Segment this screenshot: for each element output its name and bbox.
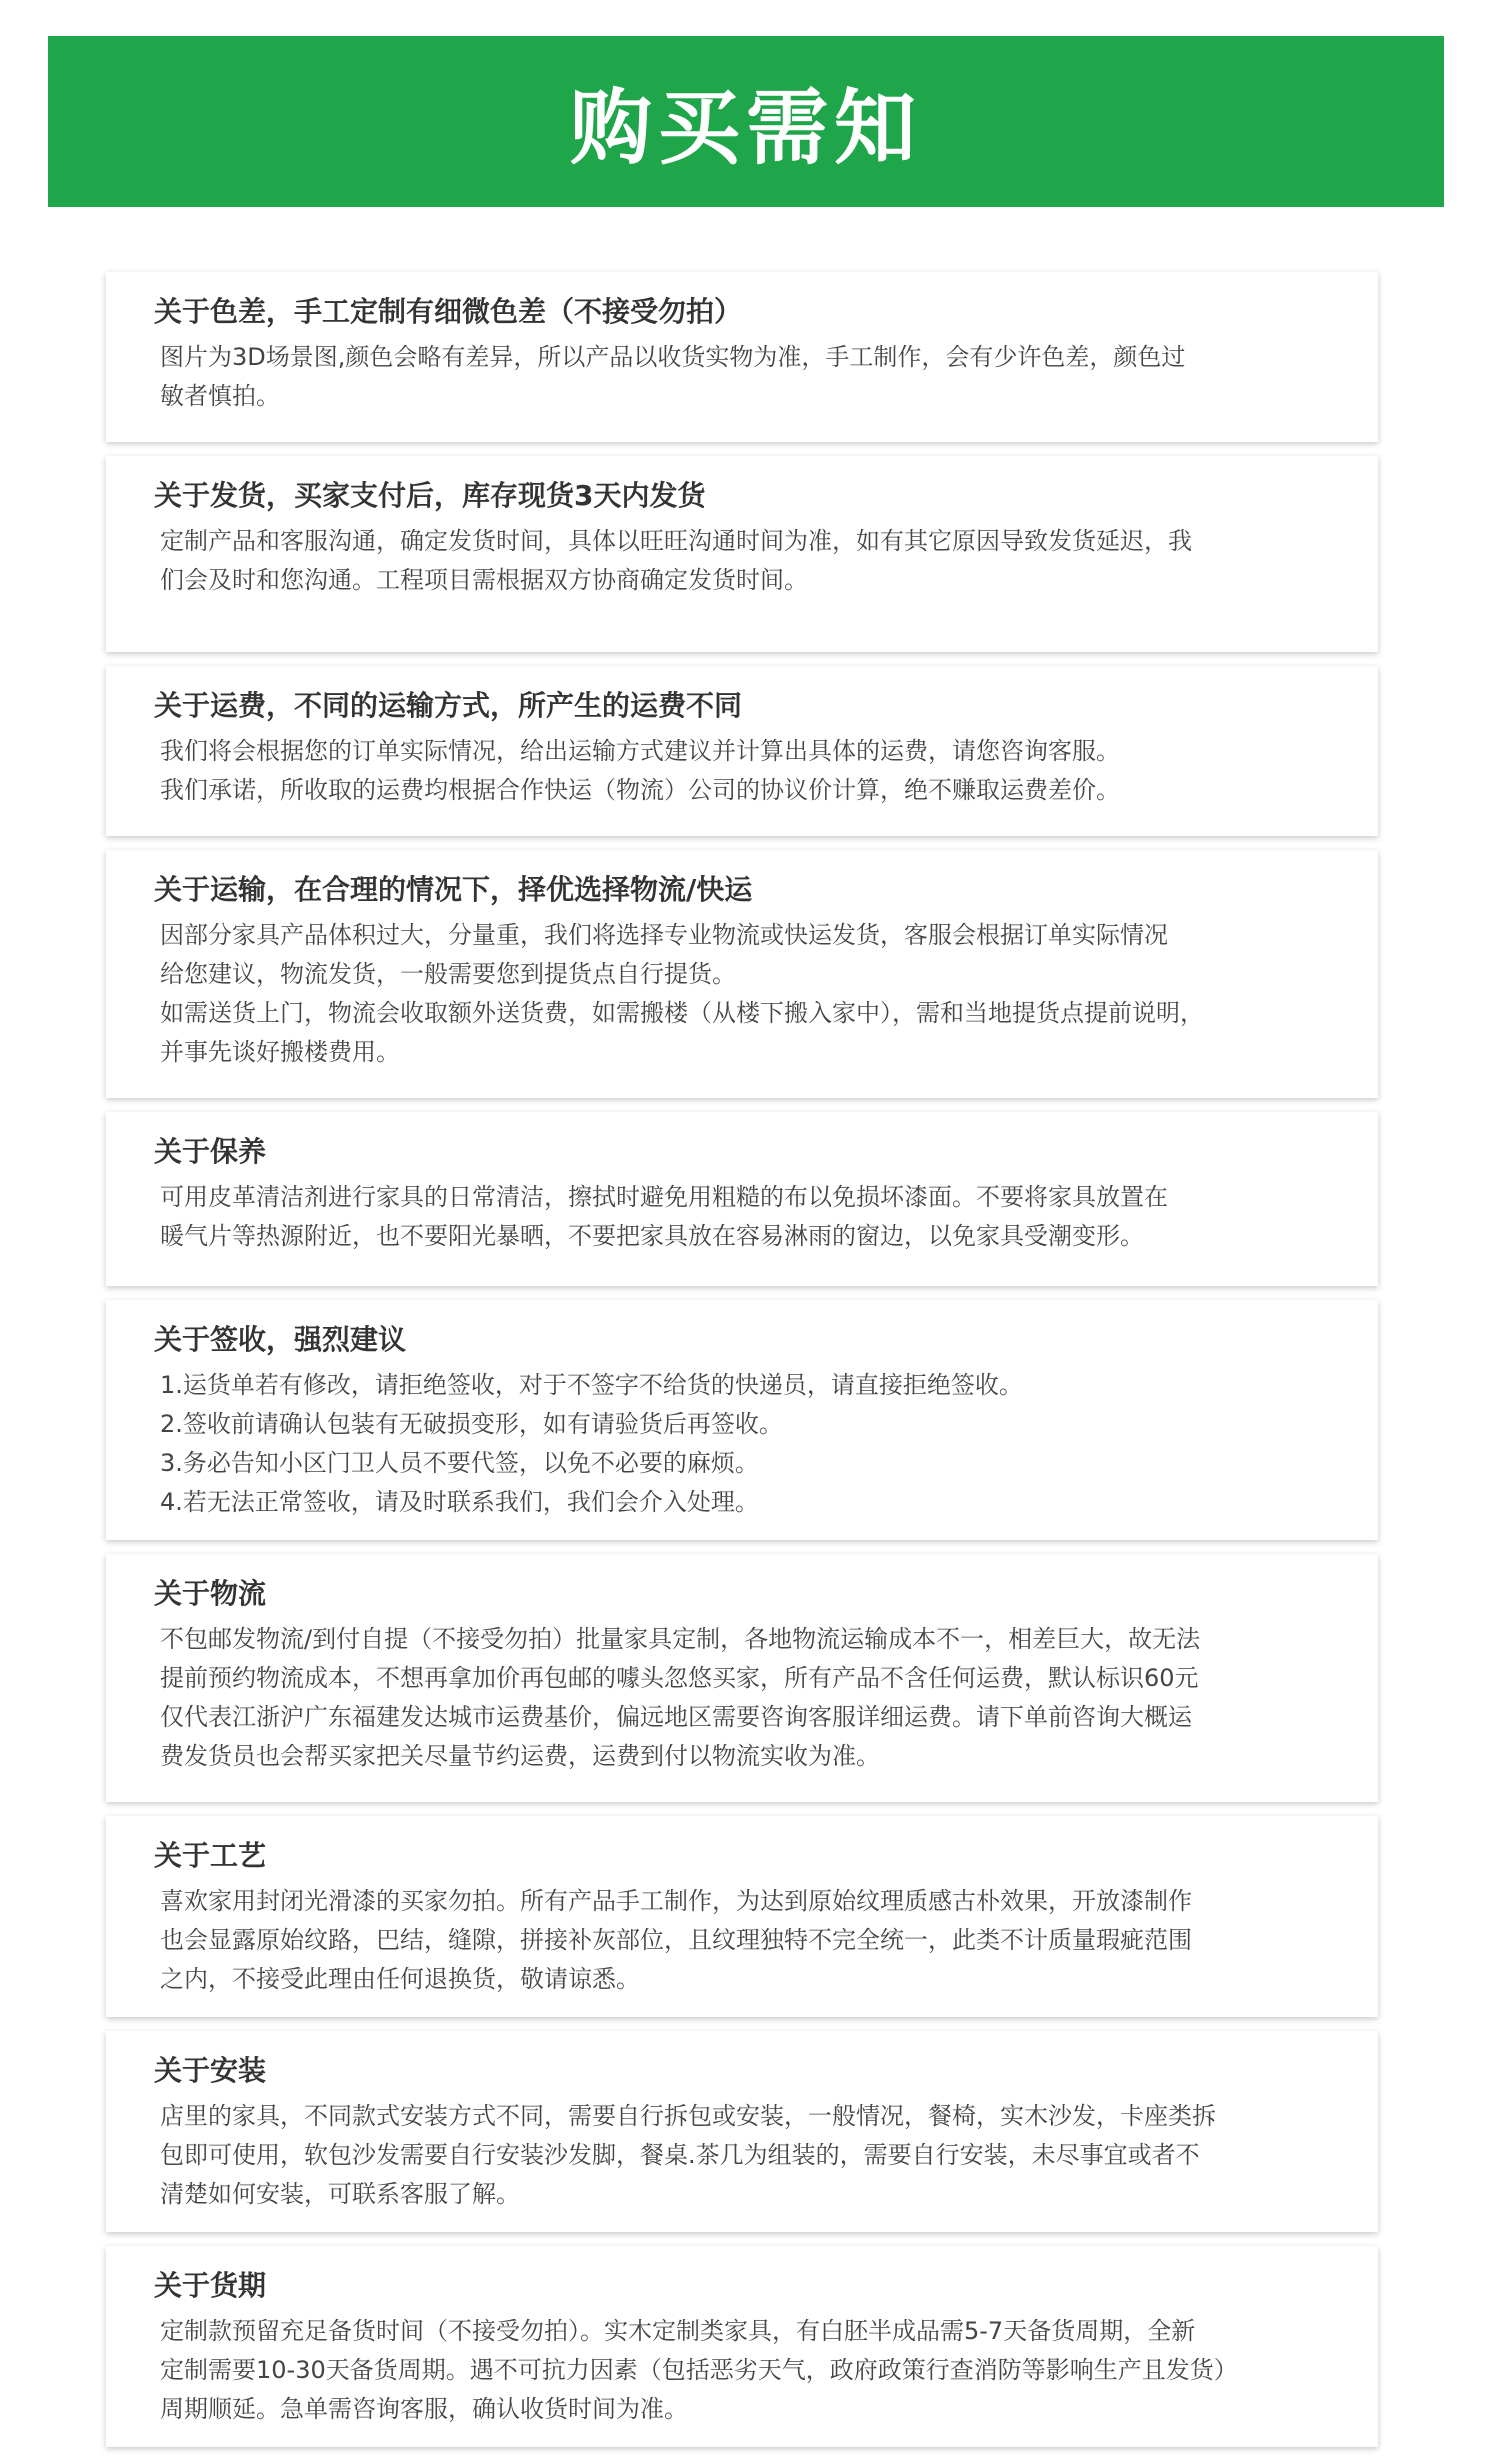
notice-card <box>106 1112 1378 1286</box>
notice-card-title: 关于保养 <box>154 1135 267 1168</box>
notice-card <box>106 1300 1378 1540</box>
notice-card-line: 定制款预留充足备货时间（不接受勿拍）。实木定制类家具，有白胚半成品需5-7天备货周期，全新 <box>160 2317 1196 2345</box>
notice-card-line: 不包邮发物流/到付自提（不接受勿拍）批量家具定制，各地物流运输成本不一，相差巨大，故无法 <box>160 1625 1201 1653</box>
notice-card-line: 店里的家具，不同款式安装方式不同，需要自行拆包或安装，一般情况，餐椅，实木沙发，卡座类拆 <box>160 2102 1216 2130</box>
notice-card-line: 也会显露原始纹路，巴结，缝隙，拼接补灰部位，且纹理独特不完全统一，此类不计质量瑕疵范围 <box>160 1926 1192 1954</box>
notice-card-line: 喜欢家用封闭光滑漆的买家勿拍。所有产品手工制作，为达到原始纹理质感古朴效果，开放漆制作 <box>160 1887 1192 1915</box>
notice-card-line: 周期顺延。急单需咨询客服，确认收货时间为准。 <box>160 2395 688 2423</box>
notice-card-title: 关于安装 <box>154 2054 267 2087</box>
notice-card-title: 关于运费，不同的运输方式，所产生的运费不同 <box>154 689 743 722</box>
notice-card-title: 关于工艺 <box>154 1839 267 1872</box>
page-title: 购买需知 <box>569 81 922 176</box>
notice-card-line: 之内，不接受此理由任何退换货，敬请谅悉。 <box>160 1965 640 1993</box>
notice-card-line: 如需送货上门，物流会收取额外送货费，如需搬楼（从楼下搬入家中），需和当地提货点提前说明， <box>160 999 1204 1027</box>
notice-card-line: 因部分家具产品体积过大，分量重，我们将选择专业物流或快运发货，客服会根据订单实际情况 <box>160 921 1168 949</box>
notice-card-line: 清楚如何安装，可联系客服了解。 <box>160 2180 520 2208</box>
notice-card-line: 仅代表江浙沪广东福建发达城市运费基价，偏远地区需要咨询客服详细运费。请下单前咨询大概运 <box>160 1703 1192 1731</box>
notice-card-line: 2.签收前请确认包装有无破损变形，如有请验货后再签收。 <box>160 1410 783 1438</box>
notice-card-line: 给您建议，物流发货，一般需要您到提货点自行提货。 <box>160 960 736 988</box>
notice-card-title: 关于物流 <box>154 1577 267 1610</box>
notice-card-line: 1.运货单若有修改，请拒绝签收，对于不签字不给货的快递员，请直接拒绝签收。 <box>160 1371 1023 1399</box>
notice-card <box>106 2246 1378 2447</box>
notice-card-title: 关于货期 <box>154 2269 267 2302</box>
notice-card-line: 4.若无法正常签收，请及时联系我们，我们会介入处理。 <box>160 1488 759 1516</box>
notice-card-line: 我们承诺，所收取的运费均根据合作快运（物流）公司的协议价计算，绝不赚取运费差价。 <box>160 776 1120 804</box>
notice-card-title: 关于运输，在合理的情况下，择优选择物流/快运 <box>154 873 753 906</box>
notice-card-title: 关于发货，买家支付后，库存现货3天内发货 <box>154 479 706 512</box>
notice-card <box>106 1816 1378 2017</box>
notice-card-title: 关于色差，手工定制有细微色差（不接受勿拍） <box>154 295 743 328</box>
notice-card <box>106 850 1378 1098</box>
notice-card-line: 定制需要10-30天备货周期。遇不可抗力因素（包括恶劣天气，政府政策行查消防等影响生产且发货） <box>160 2356 1238 2384</box>
notice-card-line: 我们将会根据您的订单实际情况，给出运输方式建议并计算出具体的运费，请您咨询客服。 <box>160 737 1120 765</box>
notice-card-line: 图片为3D场景图,颜色会略有差异，所以产品以收货实物为准，手工制作，会有少许色差，颜色过 <box>160 343 1186 371</box>
notice-card-line: 提前预约物流成本，不想再拿加价再包邮的噱头忽悠买家，所有产品不含任何运费，默认标识60元 <box>160 1664 1199 1692</box>
notice-card-line: 包即可使用，软包沙发需要自行安装沙发脚，餐桌.茶几为组装的，需要自行安装，未尽事宜或者不 <box>160 2141 1200 2169</box>
notice-card <box>106 2031 1378 2232</box>
notice-card-line: 暖气片等热源附近，也不要阳光暴晒，不要把家具放在容易淋雨的窗边，以免家具受潮变形。 <box>160 1222 1144 1250</box>
notice-card <box>106 272 1378 442</box>
notice-card-line: 可用皮革清洁剂进行家具的日常清洁，擦拭时避免用粗糙的布以免损坏漆面。不要将家具放置在 <box>160 1183 1168 1211</box>
notice-card-line: 们会及时和您沟通。工程项目需根据双方协商确定发货时间。 <box>160 566 808 594</box>
notice-card <box>106 666 1378 836</box>
notice-card <box>106 456 1378 652</box>
page-header <box>48 36 1444 207</box>
notice-card-line: 敏者慎拍。 <box>160 382 280 410</box>
notice-card-line: 定制产品和客服沟通，确定发货时间，具体以旺旺沟通时间为准，如有其它原因导致发货延迟，我 <box>160 527 1192 555</box>
notice-card-line: 并事先谈好搬楼费用。 <box>160 1038 400 1066</box>
notice-card-line: 3.务必告知小区门卫人员不要代签，以免不必要的麻烦。 <box>160 1449 759 1477</box>
notice-card-title: 关于签收，强烈建议 <box>154 1323 407 1356</box>
notice-card <box>106 1554 1378 1802</box>
notice-sections <box>106 272 1378 2461</box>
notice-card-line: 费发货员也会帮买家把关尽量节约运费，运费到付以物流实收为准。 <box>160 1742 880 1770</box>
